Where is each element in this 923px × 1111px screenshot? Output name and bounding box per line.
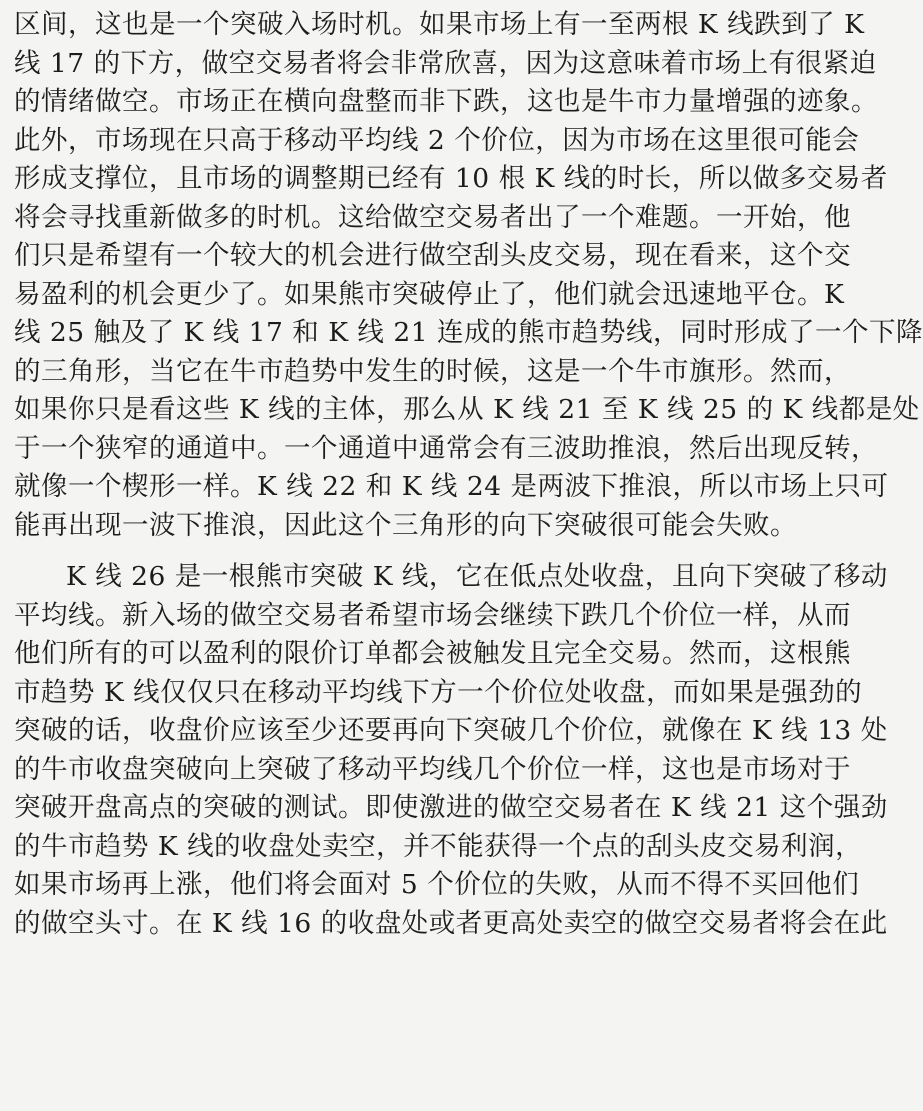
text-line: 线 17 的下方，做空交易者将会非常欣喜，因为这意味着市场上有很紧迫	[14, 47, 877, 79]
text-line: 将会寻找重新做多的时机。这给做空交易者出了一个难题。一开始，他	[14, 201, 851, 233]
text-line: 市趋势 K 线仅仅只在移动平均线下方一个价位处收盘，而如果是强劲的	[14, 676, 863, 708]
text-line: 的牛市趋势 K 线的收盘处卖空，并不能获得一个点的刮头皮交易利润，	[14, 830, 863, 862]
text-line: 们只是希望有一个较大的机会进行做空刮头皮交易，现在看来，这个交	[14, 240, 851, 271]
text-line: 区间，这也是一个突破入场时机。如果市场上有一至两根 K 线跌到了 K	[14, 9, 865, 40]
text-line: 能再出现一波下推浪，因此这个三角形的向下突破很可能会失败。	[14, 509, 797, 541]
text-line: 他们所有的可以盈利的限价订单都会被触发且完全交易。然而，这根熊	[14, 638, 851, 669]
text-line: 的三角形，当它在牛市趋势中发生的时候，这是一个牛市旗形。然而，	[14, 355, 851, 387]
text-line: 就像一个楔形一样。K 线 22 和 K 线 24 是两波下推浪，所以市场上只可	[14, 471, 889, 502]
paragraph	[14, 558, 888, 943]
text-line: 如果市场再上涨，他们将会面对 5 个价位的失败，从而不得不买回他们	[14, 869, 860, 900]
text-line: 于一个狭窄的通道中。一个通道中通常会有三波助推浪，然后出现反转，	[14, 432, 878, 464]
text-line: 平均线。新入场的做空交易者希望市场会继续下跌几个价位一样，从而	[14, 599, 851, 631]
text-line: 突破开盘高点的突破的测试。即使激进的做空交易者在 K 线 21 这个强劲	[14, 792, 888, 823]
paragraph	[14, 6, 923, 545]
text-line: 的情绪做空。市场正在横向盘整而非下跌，这也是牛市力量增强的迹象。	[14, 86, 878, 117]
text-line: 如果你只是看这些 K 线的主体，那么从 K 线 21 至 K 线 25 的 K 线都是处	[14, 394, 920, 425]
text-line: 形成支撑位，且市场的调整期已经有 10 根 K 线的时长，所以做多交易者	[14, 163, 888, 194]
text-line: 的做空头寸。在 K 线 16 的收盘处或者更高处卖空的做空交易者将会在此	[14, 907, 888, 939]
text-line: 线 25 触及了 K 线 17 和 K 线 21 连成的熊市趋势线，同时形成了一个下降	[14, 317, 923, 348]
text-line: 易盈利的机会更少了。如果熊市突破停止了，他们就会迅速地平仓。K	[14, 278, 845, 310]
text-line: K 线 26 是一根熊市突破 K 线，它在低点处收盘，且向下突破了移动	[66, 561, 888, 592]
text-line: 的牛市收盘突破向上突破了移动平均线几个价位一样，这也是市场对于	[14, 753, 851, 785]
text-line: 突破的话，收盘价应该至少还要再向下突破几个价位，就像在 K 线 13 处	[14, 715, 888, 746]
text-line: 此外，市场现在只高于移动平均线 2 个价位，因为市场在这里很可能会	[14, 124, 860, 156]
